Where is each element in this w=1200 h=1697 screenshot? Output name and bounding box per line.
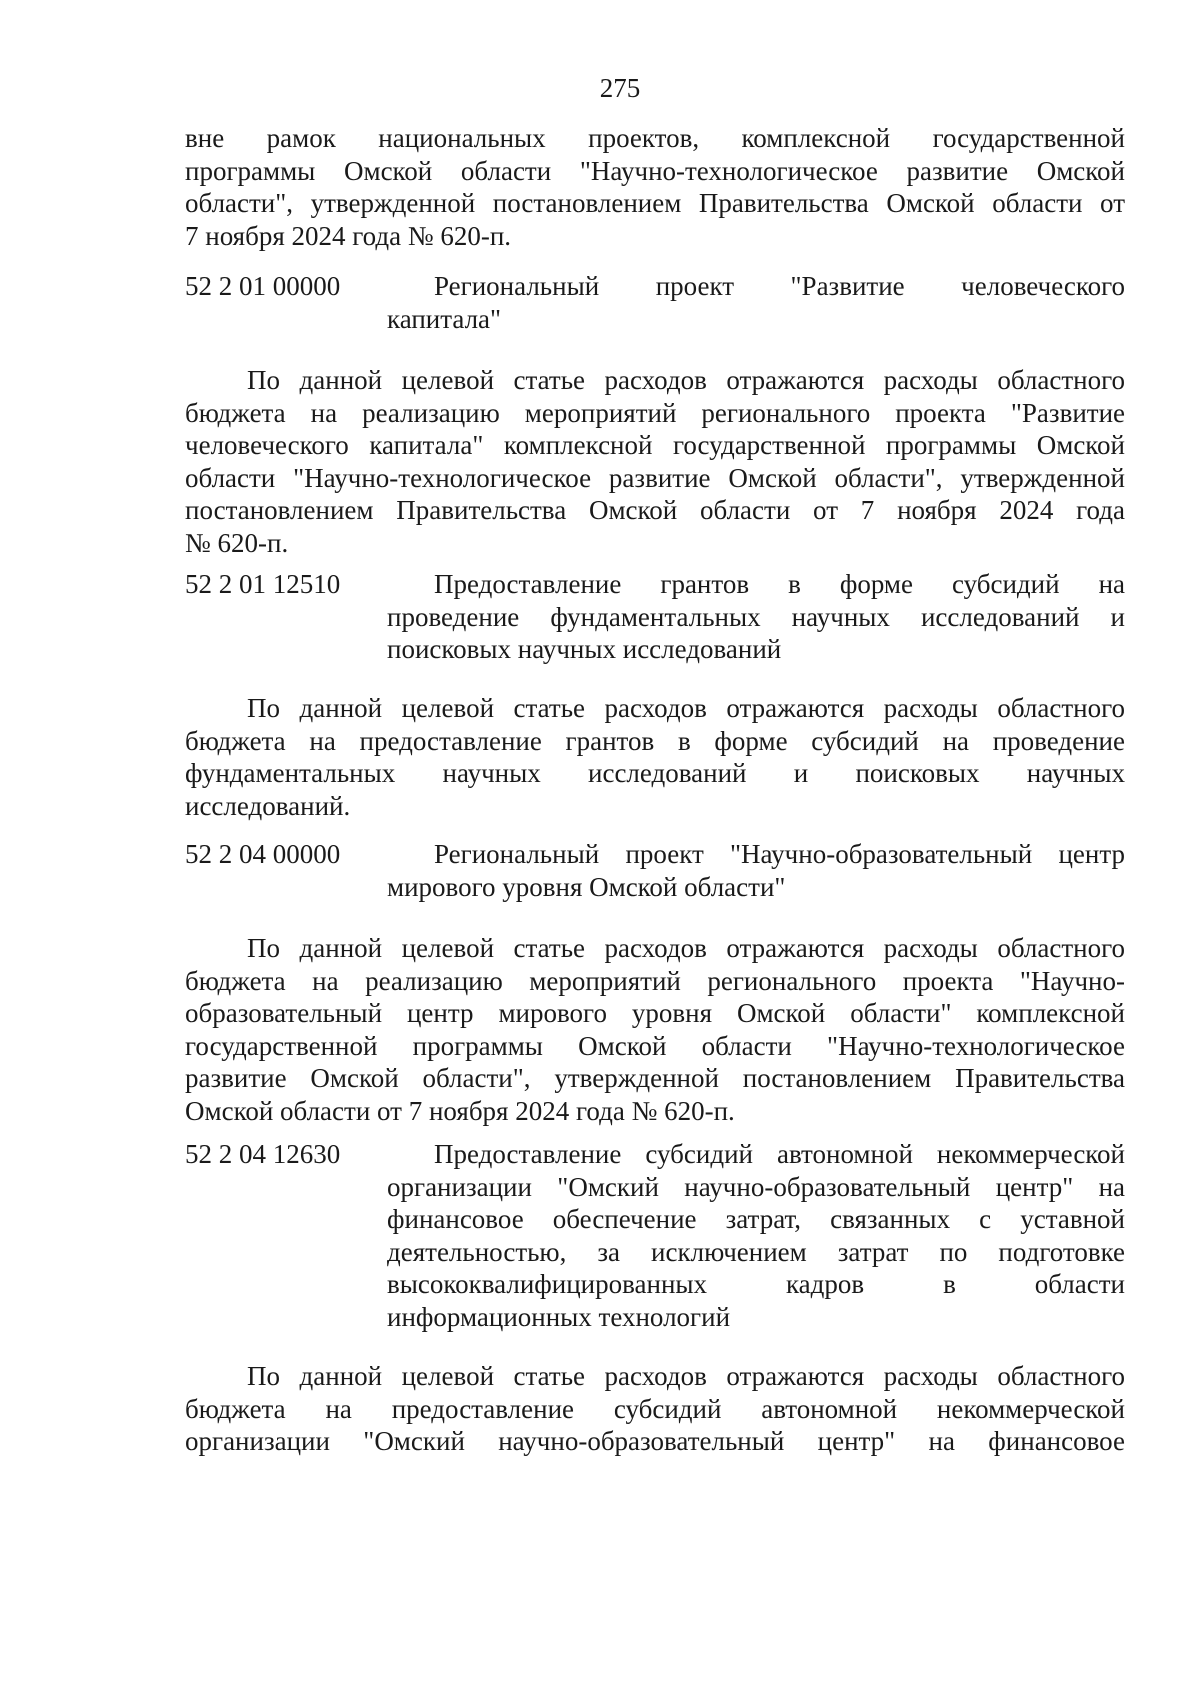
text-line: программы Омской области "Научно-технологическое развитие Омской bbox=[185, 155, 1125, 186]
page-number: 275 bbox=[599, 73, 641, 103]
text-line: высококвалифицированных кадров в области bbox=[387, 1269, 1125, 1300]
text-line: развитие Омской области", утвержденной постановлением Правительства bbox=[185, 1063, 1125, 1094]
intro-paragraph bbox=[185, 122, 1125, 252]
text-line: По данной целевой статье расходов отражаются расходы областного bbox=[247, 1361, 1125, 1391]
text-line: исследований. bbox=[185, 790, 351, 821]
entry-code: 52 2 04 12630 bbox=[185, 1139, 341, 1169]
entry-title bbox=[387, 838, 1125, 903]
description-paragraph bbox=[185, 1360, 1125, 1458]
text-line: организации "Омский научно-образовательный центр" на bbox=[387, 1171, 1125, 1202]
text-line: № 620-п. bbox=[185, 527, 289, 558]
text-line: бюджета на реализацию мероприятий регионального проекта "Развитие bbox=[185, 397, 1125, 428]
entry-title bbox=[387, 568, 1125, 666]
entry-title bbox=[387, 270, 1125, 335]
text-line: человеческого капитала" комплексной государственной программы Омской bbox=[185, 430, 1125, 461]
text-line: бюджета на предоставление субсидий автономной некоммерческой bbox=[185, 1393, 1125, 1424]
text-line: деятельностью, за исключением затрат по подготовке bbox=[387, 1236, 1125, 1267]
text-line: бюджета на реализацию мероприятий регионального проекта "Научно- bbox=[185, 965, 1125, 996]
text-line: государственной программы Омской области "Научно-технологическое bbox=[185, 1030, 1125, 1061]
description-paragraph bbox=[185, 692, 1125, 822]
text-line: проведение фундаментальных научных исследований и bbox=[387, 601, 1125, 632]
text-line: мирового уровня Омской области" bbox=[387, 871, 786, 902]
text-line: поисковых научных исследований bbox=[387, 634, 782, 665]
text-line: Предоставление грантов в форме субсидий на bbox=[434, 569, 1125, 599]
text-line: Предоставление субсидий автономной некоммерческой bbox=[434, 1139, 1125, 1169]
text-line: По данной целевой статье расходов отражаются расходы областного bbox=[247, 933, 1125, 963]
entry-code: 52 2 01 00000 bbox=[185, 271, 341, 301]
text-line: области", утвержденной постановлением Правительства Омской области от bbox=[185, 188, 1125, 219]
text-line: фундаментальных научных исследований и поисковых научных bbox=[185, 758, 1125, 789]
entry-code: 52 2 01 12510 bbox=[185, 569, 341, 599]
text-line: Омской области от 7 ноября 2024 года № 620-п. bbox=[185, 1095, 735, 1126]
text-line: области "Научно-технологическое развитие Омской области", утвержденной bbox=[185, 462, 1125, 493]
text-line: Региональный проект "Научно-образовательный центр bbox=[434, 839, 1125, 869]
text-line: информационных технологий bbox=[387, 1301, 731, 1332]
description-paragraph bbox=[185, 364, 1125, 560]
text-line: финансовое обеспечение затрат, связанных с уставной bbox=[387, 1204, 1125, 1235]
text-line: По данной целевой статье расходов отражаются расходы областного bbox=[247, 365, 1125, 395]
entry-title bbox=[387, 1138, 1125, 1334]
description-paragraph bbox=[185, 932, 1125, 1128]
text-line: вне рамок национальных проектов, комплексной государственной bbox=[185, 123, 1125, 153]
text-line: капитала" bbox=[387, 303, 502, 334]
text-line: образовательный центр мирового уровня Омской области" комплексной bbox=[185, 998, 1125, 1029]
text-line: 7 ноября 2024 года № 620-п. bbox=[185, 220, 512, 251]
text-line: Региональный проект "Развитие человеческого bbox=[434, 271, 1125, 301]
entry-code: 52 2 04 00000 bbox=[185, 839, 341, 869]
text-line: бюджета на предоставление грантов в форме субсидий на проведение bbox=[185, 725, 1125, 756]
text-line: постановлением Правительства Омской области от 7 ноября 2024 года bbox=[185, 495, 1125, 526]
text-line: По данной целевой статье расходов отражаются расходы областного bbox=[247, 693, 1125, 723]
text-line: организации "Омский научно-образовательный центр" на финансовое bbox=[185, 1426, 1125, 1457]
